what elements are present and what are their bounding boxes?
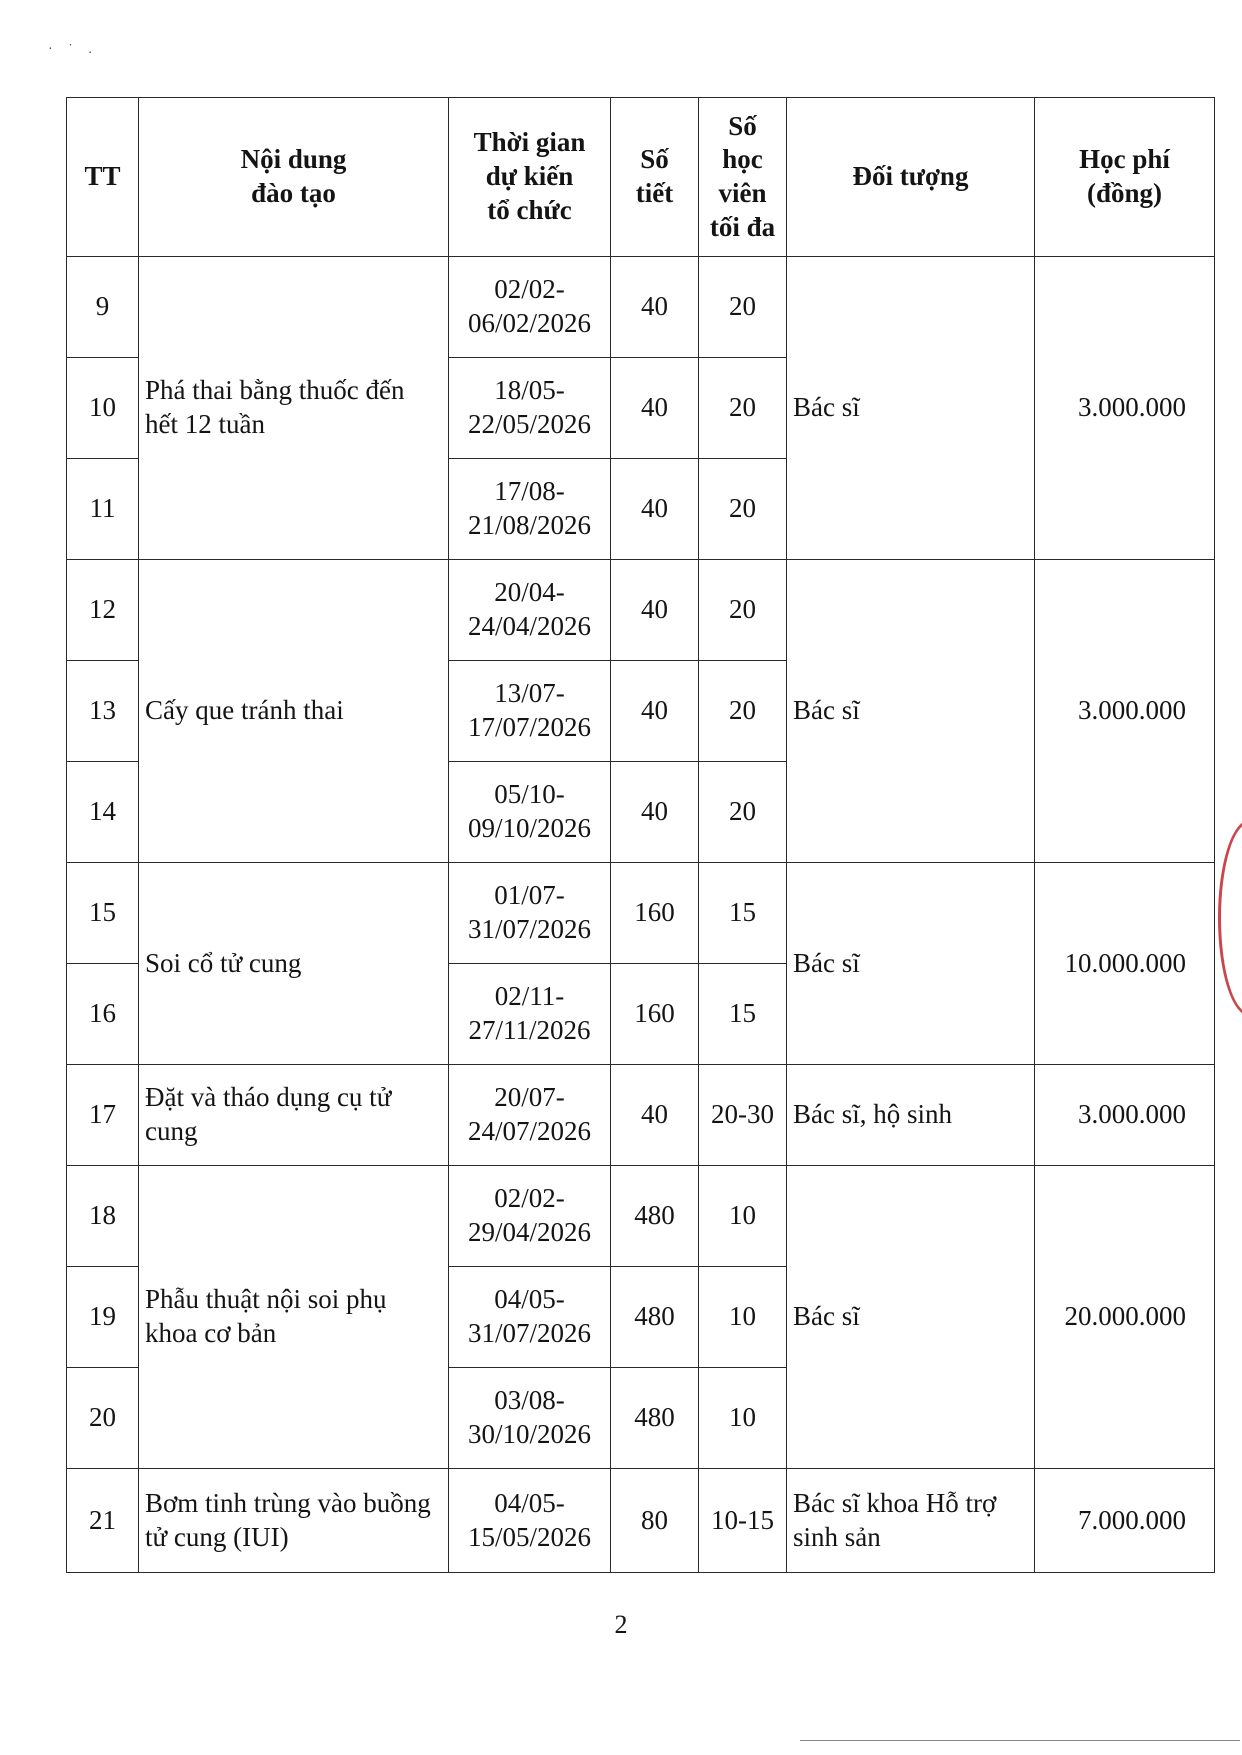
cell-target: Bác sĩ: [787, 257, 1035, 560]
cell-max-students: 10: [699, 1166, 787, 1267]
cell-tt: 19: [67, 1267, 139, 1368]
cell-hours: 40: [611, 762, 699, 863]
cell-dates: 17/08- 21/08/2026: [449, 459, 611, 560]
cell-max-students: 20: [699, 560, 787, 661]
cell-target: Bác sĩ khoa Hỗ trợ sinh sản: [787, 1469, 1035, 1573]
cell-tt: 17: [67, 1065, 139, 1166]
cell-dates: 04/05- 31/07/2026: [449, 1267, 611, 1368]
cell-fee: 3.000.000: [1035, 257, 1215, 560]
header-max-students: Số học viên tối đa: [699, 98, 787, 257]
cell-dates: 02/02- 29/04/2026: [449, 1166, 611, 1267]
cell-max-students: 20-30: [699, 1065, 787, 1166]
header-content: Nội dung đào tạo: [139, 98, 449, 257]
cell-hours: 480: [611, 1166, 699, 1267]
cell-max-students: 20: [699, 358, 787, 459]
cell-target: Bác sĩ: [787, 1166, 1035, 1469]
cell-fee: 3.000.000: [1035, 1065, 1215, 1166]
cell-tt: 14: [67, 762, 139, 863]
header-fee: Học phí (đồng): [1035, 98, 1215, 257]
cell-tt: 13: [67, 661, 139, 762]
cell-hours: 40: [611, 661, 699, 762]
header-hours: Số tiết: [611, 98, 699, 257]
cell-target: Bác sĩ: [787, 560, 1035, 863]
cell-content: Đặt và tháo dụng cụ tử cung: [139, 1065, 449, 1166]
cell-tt: 20: [67, 1368, 139, 1469]
cell-tt: 21: [67, 1469, 139, 1573]
cell-max-students: 10-15: [699, 1469, 787, 1573]
cell-content: Soi cổ tử cung: [139, 863, 449, 1065]
cell-target: Bác sĩ, hộ sinh: [787, 1065, 1035, 1166]
cell-tt: 15: [67, 863, 139, 964]
header-tt: TT: [67, 98, 139, 257]
cell-dates: 02/02- 06/02/2026: [449, 257, 611, 358]
cell-fee: 7.000.000: [1035, 1469, 1215, 1573]
cell-content: Cấy que tránh thai: [139, 560, 449, 863]
cell-tt: 9: [67, 257, 139, 358]
cell-dates: 20/04- 24/04/2026: [449, 560, 611, 661]
cell-hours: 40: [611, 1065, 699, 1166]
cell-tt: 18: [67, 1166, 139, 1267]
cell-tt: 11: [67, 459, 139, 560]
scan-edge-line: [800, 1740, 1240, 1741]
cell-fee: 20.000.000: [1035, 1166, 1215, 1469]
cell-dates: 05/10- 09/10/2026: [449, 762, 611, 863]
cell-max-students: 10: [699, 1267, 787, 1368]
cell-hours: 480: [611, 1368, 699, 1469]
cell-hours: 160: [611, 863, 699, 964]
cell-max-students: 20: [699, 762, 787, 863]
page-number: 2: [614, 1610, 628, 1639]
cell-hours: 40: [611, 358, 699, 459]
cell-max-students: 20: [699, 257, 787, 358]
table-row: [67, 1469, 1215, 1573]
cell-max-students: 15: [699, 863, 787, 964]
table-header-row: [67, 98, 1215, 257]
cell-max-students: 20: [699, 661, 787, 762]
cell-dates: 02/11- 27/11/2026: [449, 964, 611, 1065]
cell-hours: 80: [611, 1469, 699, 1573]
cell-max-students: 20: [699, 459, 787, 560]
cell-dates: 04/05- 15/05/2026: [449, 1469, 611, 1573]
cell-fee: 3.000.000: [1035, 560, 1215, 863]
cell-content: Phá thai bằng thuốc đến hết 12 tuần: [139, 257, 449, 560]
cell-tt: 16: [67, 964, 139, 1065]
table-row: [67, 1065, 1215, 1166]
cell-max-students: 10: [699, 1368, 787, 1469]
cell-dates: 20/07- 24/07/2026: [449, 1065, 611, 1166]
cell-dates: 13/07- 17/07/2026: [449, 661, 611, 762]
cell-content: Phẫu thuật nội soi phụ khoa cơ bản: [139, 1166, 449, 1469]
cell-content: Bơm tinh trùng vào buồng tử cung (IUI): [139, 1469, 449, 1573]
table-row: [67, 1166, 1215, 1267]
table-row: [67, 560, 1215, 661]
cell-hours: 40: [611, 459, 699, 560]
red-stamp-fragment: [1212, 820, 1242, 1020]
cell-hours: 40: [611, 560, 699, 661]
table-row: [67, 863, 1215, 964]
header-time: Thời gian dự kiến tổ chức: [449, 98, 611, 257]
table-row: [67, 257, 1215, 358]
cell-hours: 40: [611, 257, 699, 358]
header-target: Đối tượng: [787, 98, 1035, 257]
training-schedule-table: [66, 97, 1215, 1573]
cell-hours: 160: [611, 964, 699, 1065]
cell-dates: 03/08- 30/10/2026: [449, 1368, 611, 1469]
cell-dates: 18/05- 22/05/2026: [449, 358, 611, 459]
cell-max-students: 15: [699, 964, 787, 1065]
cell-fee: 10.000.000: [1035, 863, 1215, 1065]
cell-hours: 480: [611, 1267, 699, 1368]
cell-tt: 10: [67, 358, 139, 459]
cell-dates: 01/07- 31/07/2026: [449, 863, 611, 964]
cell-target: Bác sĩ: [787, 863, 1035, 1065]
cell-tt: 12: [67, 560, 139, 661]
scan-specks: · ˙ .: [48, 42, 98, 57]
